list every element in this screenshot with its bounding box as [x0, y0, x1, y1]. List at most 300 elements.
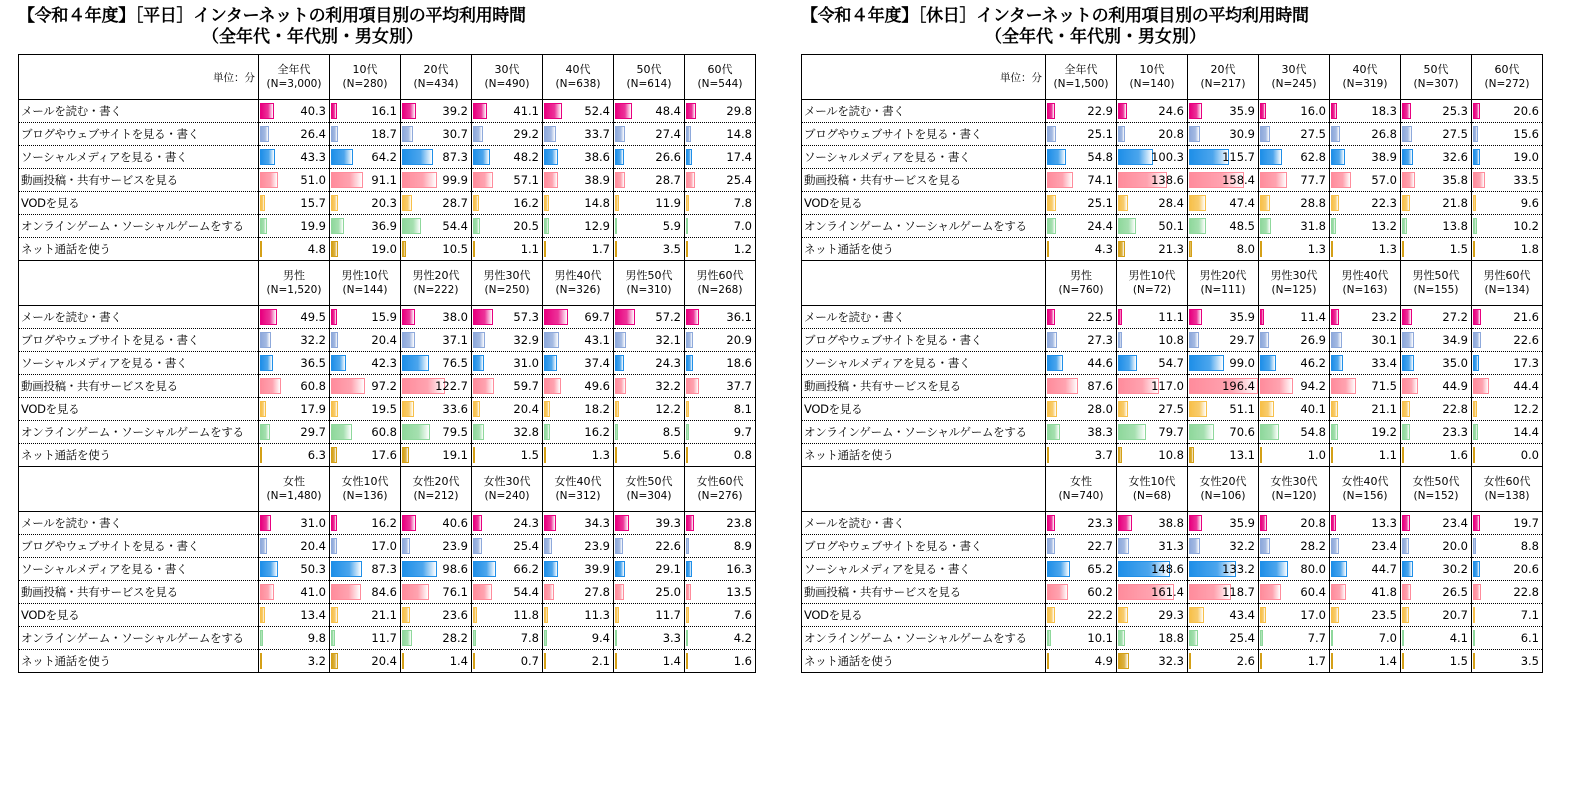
value-cell [1188, 558, 1259, 581]
column-sample-size: (N=307) [1413, 78, 1459, 90]
value-label: 100.3 [1151, 150, 1184, 164]
value-cell [472, 306, 543, 329]
row-label: オンラインゲーム・ソーシャルゲームをする [19, 627, 259, 650]
column-group-label: 男性30代 [483, 269, 531, 282]
value-cell [1117, 581, 1188, 604]
weekday-panel [18, 6, 756, 673]
value-cell [472, 329, 543, 352]
value-cell [1401, 375, 1472, 398]
value-bar [615, 401, 619, 417]
value-label: 25.4 [726, 173, 752, 187]
row-label: ソーシャルメディアを見る・書く [802, 558, 1046, 581]
table-row [802, 100, 1543, 123]
value-bar [260, 424, 270, 440]
value-cell [259, 192, 330, 215]
column-group-label: 全年代 [277, 63, 311, 76]
value-cell [1330, 169, 1401, 192]
value-bar [473, 103, 487, 119]
value-cell [330, 650, 401, 673]
value-bar [1331, 149, 1345, 165]
value-bar [473, 149, 490, 165]
value-label: 84.6 [371, 585, 397, 599]
value-bar [1331, 653, 1333, 669]
value-cell [1330, 238, 1401, 261]
value-bar [544, 378, 561, 394]
value-label: 9.8 [307, 631, 326, 645]
value-bar [1189, 607, 1204, 623]
value-label: 32.6 [1442, 150, 1468, 164]
value-cell [1117, 192, 1188, 215]
value-cell [614, 146, 685, 169]
value-bar [1473, 401, 1477, 417]
column-sample-size: (N=155) [1413, 284, 1459, 296]
value-bar [544, 447, 546, 463]
value-cell [1401, 558, 1472, 581]
column-header [1259, 261, 1330, 306]
value-label: 2.1 [591, 654, 610, 668]
value-label: 1.7 [591, 242, 610, 256]
value-bar [1331, 607, 1339, 623]
value-bar [1118, 607, 1128, 623]
value-cell [1401, 238, 1472, 261]
column-group-label: 男性30代 [1270, 269, 1318, 282]
usage-table [801, 54, 1543, 673]
column-header [330, 467, 401, 512]
value-bar [686, 607, 689, 623]
row-label: VODを見る [802, 192, 1046, 215]
value-cell [1046, 650, 1117, 673]
table-row [802, 627, 1543, 650]
value-bar [331, 241, 338, 257]
value-cell [472, 169, 543, 192]
value-cell [330, 352, 401, 375]
panel-subtitle: （全年代・年代別・男女別） [202, 27, 423, 47]
value-label: 32.1 [655, 333, 681, 347]
value-label: 16.3 [726, 562, 752, 576]
value-cell [685, 306, 756, 329]
value-label: 16.1 [371, 104, 397, 118]
value-bar [686, 241, 688, 257]
value-bar [473, 378, 494, 394]
value-label: 77.7 [1300, 173, 1326, 187]
value-label: 37.4 [584, 356, 610, 370]
value-bar [1047, 149, 1066, 165]
value-cell [1401, 169, 1472, 192]
value-bar [544, 607, 548, 623]
column-sample-size: (N=212) [413, 490, 459, 502]
value-cell [1259, 650, 1330, 673]
value-cell [1401, 535, 1472, 558]
value-bar [544, 561, 558, 577]
value-label: 37.1 [442, 333, 468, 347]
value-cell [259, 146, 330, 169]
value-cell [614, 215, 685, 238]
value-label: 33.7 [584, 127, 610, 141]
value-cell [543, 146, 614, 169]
table-row [19, 398, 756, 421]
value-label: 38.0 [442, 310, 468, 324]
value-cell [1188, 352, 1259, 375]
value-label: 22.3 [1371, 196, 1397, 210]
value-cell [1401, 581, 1472, 604]
value-cell [1330, 146, 1401, 169]
value-bar [615, 630, 617, 646]
value-bar [1473, 355, 1479, 371]
value-bar [260, 195, 265, 211]
column-header [259, 55, 330, 100]
table-row [802, 444, 1543, 467]
value-bar [1260, 103, 1266, 119]
value-cell [1259, 169, 1330, 192]
value-bar [544, 149, 558, 165]
value-cell [1259, 215, 1330, 238]
column-sample-size: (N=614) [626, 78, 672, 90]
value-cell [685, 352, 756, 375]
value-label: 35.9 [1229, 310, 1255, 324]
value-cell [1117, 352, 1188, 375]
value-bar [1473, 332, 1481, 348]
value-label: 37.7 [726, 379, 752, 393]
value-bar [473, 447, 475, 463]
value-cell [1046, 352, 1117, 375]
value-bar [331, 607, 338, 623]
value-cell [259, 558, 330, 581]
value-bar [1473, 218, 1477, 234]
value-bar [544, 584, 554, 600]
value-cell [401, 123, 472, 146]
column-header [1259, 55, 1330, 100]
value-cell [1259, 238, 1330, 261]
column-header [472, 467, 543, 512]
value-bar [1260, 332, 1269, 348]
value-cell [330, 100, 401, 123]
value-bar [1402, 195, 1410, 211]
value-label: 76.5 [442, 356, 468, 370]
value-cell [543, 352, 614, 375]
value-label: 48.2 [513, 150, 539, 164]
value-bar [1260, 653, 1262, 669]
value-bar [331, 378, 365, 394]
column-group-label: 30代 [1281, 63, 1307, 76]
value-bar [1047, 424, 1060, 440]
value-cell [1188, 100, 1259, 123]
value-label: 1.1 [520, 242, 539, 256]
value-label: 7.6 [733, 608, 752, 622]
value-label: 30.9 [1229, 127, 1255, 141]
value-label: 29.7 [1229, 333, 1255, 347]
value-cell [1330, 215, 1401, 238]
value-label: 17.3 [1513, 356, 1539, 370]
value-bar [402, 332, 415, 348]
value-cell [1188, 238, 1259, 261]
value-bar [331, 447, 337, 463]
value-cell [330, 192, 401, 215]
value-label: 97.2 [371, 379, 397, 393]
row-label: 動画投稿・共有サービスを見る [802, 375, 1046, 398]
value-bar [1047, 401, 1057, 417]
value-bar [1118, 653, 1129, 669]
value-cell [543, 238, 614, 261]
value-cell [1330, 352, 1401, 375]
value-label: 22.6 [1513, 333, 1539, 347]
value-cell [330, 581, 401, 604]
value-bar [1402, 424, 1410, 440]
value-bar [402, 584, 429, 600]
value-bar [615, 561, 625, 577]
value-label: 18.2 [584, 402, 610, 416]
value-cell [614, 192, 685, 215]
value-cell [1046, 192, 1117, 215]
value-cell [614, 329, 685, 352]
value-cell [401, 375, 472, 398]
value-bar [402, 309, 415, 325]
row-label: オンラインゲーム・ソーシャルゲームをする [19, 421, 259, 444]
value-label: 32.2 [1229, 539, 1255, 553]
value-bar [331, 561, 362, 577]
value-label: 70.6 [1229, 425, 1255, 439]
value-label: 39.2 [442, 104, 468, 118]
value-bar [615, 126, 625, 142]
value-cell [1117, 123, 1188, 146]
column-header [1330, 467, 1401, 512]
value-cell [1401, 100, 1472, 123]
value-label: 14.8 [726, 127, 752, 141]
value-cell [259, 604, 330, 627]
value-bar [1402, 584, 1411, 600]
panel-subtitle: （全年代・年代別・男女別） [985, 27, 1206, 47]
value-cell [685, 421, 756, 444]
value-label: 32.2 [655, 379, 681, 393]
value-label: 28.7 [442, 196, 468, 210]
value-cell [401, 650, 472, 673]
value-label: 36.1 [726, 310, 752, 324]
value-bar [331, 355, 346, 371]
value-label: 4.2 [733, 631, 752, 645]
value-cell [1188, 123, 1259, 146]
value-label: 1.1 [1378, 448, 1397, 462]
column-header [1401, 467, 1472, 512]
value-label: 76.1 [442, 585, 468, 599]
value-cell [330, 169, 401, 192]
blank-cell [19, 261, 259, 306]
value-cell [330, 398, 401, 421]
value-label: 39.3 [655, 516, 681, 530]
value-bar [260, 653, 262, 669]
value-cell [330, 329, 401, 352]
value-label: 49.5 [300, 310, 326, 324]
blank-cell [802, 467, 1046, 512]
value-cell [1046, 375, 1117, 398]
value-label: 20.8 [1158, 127, 1184, 141]
value-label: 44.6 [1087, 356, 1113, 370]
value-cell [401, 627, 472, 650]
column-group-label: 40代 [565, 63, 591, 76]
value-label: 35.9 [1229, 516, 1255, 530]
value-bar [1189, 103, 1202, 119]
value-label: 1.4 [449, 654, 468, 668]
value-bar [1260, 309, 1264, 325]
value-label: 15.6 [1513, 127, 1539, 141]
column-sample-size: (N=1,500) [1053, 78, 1109, 90]
value-label: 54.8 [1087, 150, 1113, 164]
value-bar [1331, 309, 1339, 325]
value-cell [1330, 421, 1401, 444]
value-cell [1330, 604, 1401, 627]
value-label: 20.6 [1513, 562, 1539, 576]
value-label: 23.4 [1442, 516, 1468, 530]
value-label: 21.6 [1513, 310, 1539, 324]
table-row [802, 215, 1543, 238]
value-cell [1117, 558, 1188, 581]
value-bar [1260, 218, 1271, 234]
value-cell [614, 535, 685, 558]
value-cell [685, 627, 756, 650]
value-bar [402, 653, 404, 669]
value-label: 54.4 [513, 585, 539, 599]
value-cell [543, 329, 614, 352]
value-label: 49.6 [584, 379, 610, 393]
column-group-label: 女性50代 [625, 475, 673, 488]
value-cell [401, 512, 472, 535]
value-cell [1117, 604, 1188, 627]
value-bar [686, 355, 693, 371]
value-cell [685, 581, 756, 604]
value-label: 52.4 [584, 104, 610, 118]
value-label: 9.4 [591, 631, 610, 645]
column-sample-size: (N=268) [697, 284, 743, 296]
value-cell [1401, 192, 1472, 215]
value-cell [1117, 627, 1188, 650]
value-cell [614, 398, 685, 421]
value-bar [1331, 195, 1339, 211]
value-cell [543, 512, 614, 535]
value-bar [1331, 424, 1338, 440]
value-label: 36.9 [371, 219, 397, 233]
value-bar [1118, 309, 1122, 325]
value-cell [543, 169, 614, 192]
value-label: 62.8 [1300, 150, 1326, 164]
value-cell [1117, 421, 1188, 444]
row-label: ブログやウェブサイトを見る・書く [19, 329, 259, 352]
value-bar [1473, 309, 1481, 325]
value-label: 36.5 [300, 356, 326, 370]
value-bar [331, 424, 352, 440]
value-cell [401, 558, 472, 581]
value-cell [1330, 535, 1401, 558]
value-cell [1117, 146, 1188, 169]
value-bar [1260, 630, 1263, 646]
value-label: 38.3 [1087, 425, 1113, 439]
value-bar [402, 103, 416, 119]
value-cell [472, 421, 543, 444]
value-label: 87.6 [1087, 379, 1113, 393]
table-row [802, 306, 1543, 329]
column-group-label: 男性10代 [1128, 269, 1176, 282]
value-bar [1331, 332, 1342, 348]
row-label: ソーシャルメディアを見る・書く [19, 558, 259, 581]
value-bar [1189, 241, 1192, 257]
row-label: 動画投稿・共有サービスを見る [19, 375, 259, 398]
value-cell [1330, 123, 1401, 146]
value-label: 1.3 [591, 448, 610, 462]
value-bar [473, 561, 496, 577]
value-label: 33.6 [442, 402, 468, 416]
value-label: 12.2 [655, 402, 681, 416]
value-label: 43.3 [300, 150, 326, 164]
value-bar [1402, 241, 1404, 257]
value-label: 3.7 [1094, 448, 1113, 462]
value-label: 57.1 [513, 173, 539, 187]
value-label: 3.3 [662, 631, 681, 645]
value-cell [401, 352, 472, 375]
value-bar [260, 126, 269, 142]
value-bar [544, 309, 568, 325]
value-bar [1473, 172, 1485, 188]
value-cell [1046, 421, 1117, 444]
value-bar [260, 630, 263, 646]
value-label: 17.4 [726, 150, 752, 164]
value-cell [685, 535, 756, 558]
value-bar [1260, 515, 1267, 531]
value-cell [401, 306, 472, 329]
value-cell [472, 627, 543, 650]
value-bar [1260, 378, 1293, 394]
column-header [259, 467, 330, 512]
value-bar [473, 172, 493, 188]
value-cell [1188, 421, 1259, 444]
value-label: 24.3 [513, 516, 539, 530]
value-bar [1260, 126, 1270, 142]
value-label: 118.7 [1222, 585, 1255, 599]
value-bar [544, 401, 550, 417]
value-bar [260, 103, 274, 119]
value-label: 133.2 [1222, 562, 1255, 576]
value-label: 19.5 [371, 402, 397, 416]
value-cell [1401, 215, 1472, 238]
value-bar [1047, 126, 1056, 142]
value-bar [1047, 218, 1056, 234]
row-label: メールを読む・書く [802, 306, 1046, 329]
value-cell [1401, 512, 1472, 535]
value-bar [1189, 424, 1214, 440]
value-cell [1117, 306, 1188, 329]
value-bar [1473, 149, 1480, 165]
value-label: 24.4 [1087, 219, 1113, 233]
value-bar [1402, 561, 1413, 577]
column-group-label: 20代 [423, 63, 449, 76]
value-label: 3.5 [1520, 654, 1539, 668]
value-bar [1260, 424, 1279, 440]
value-label: 5.9 [662, 219, 681, 233]
value-cell [614, 375, 685, 398]
value-cell [401, 146, 472, 169]
column-group-label: 男性50代 [1412, 269, 1460, 282]
row-label: 動画投稿・共有サービスを見る [19, 581, 259, 604]
value-cell [259, 421, 330, 444]
value-label: 91.1 [371, 173, 397, 187]
value-label: 19.7 [1513, 516, 1539, 530]
value-bar [402, 149, 433, 165]
value-label: 69.7 [584, 310, 610, 324]
value-label: 30.7 [442, 127, 468, 141]
value-label: 19.0 [371, 242, 397, 256]
value-label: 22.5 [1087, 310, 1113, 324]
column-group-label: 60代 [707, 63, 733, 76]
value-bar [1047, 103, 1055, 119]
column-header [401, 55, 472, 100]
value-bar [686, 515, 694, 531]
value-cell [614, 238, 685, 261]
